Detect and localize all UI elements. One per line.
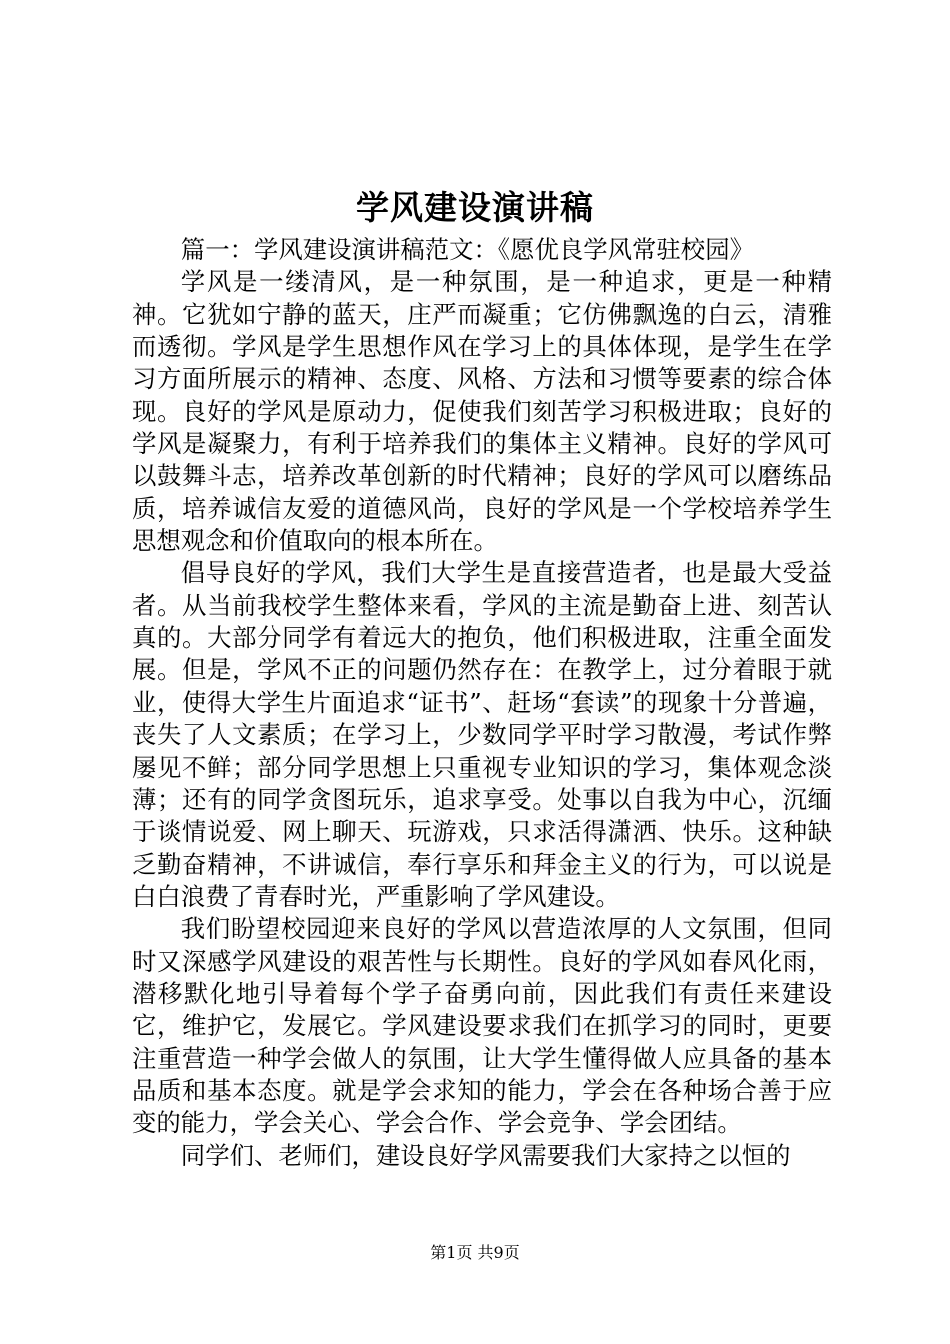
paragraph: 学风是一缕清风，是一种氛围，是一种追求，更是一种精神。它犹如宁静的蓝天，庄严而凝重；它仿佛飘逸的白云，清雅而透彻。学风是学生思想作风在学习上的具体体现，是学生在学习方面所展示的精神、态度、风格、方法和习惯等要素的综合体现。良好的学风是原动力，促使我们刻苦学习积极进取；良好的学风是凝聚力，有利于培养我们的集体主义精神。良好的学风可以鼓舞斗志，培养改革创新的时代精神；良好的学风可以磨练品质，培养诚信友爱的道德风尚，良好的学风是一个学校培养学生思想观念和价值取向的根本所在。 xyxy=(132,267,832,556)
paragraph: 我们盼望校园迎来良好的学风以营造浓厚的人文氛围，但同时又深感学风建设的艰苦性与长期性。良好的学风如春风化雨，潜移默化地引导着每个学子奋勇向前，因此我们有责任来建设它，维护它，发展它。学风建设要求我们在抓学习的同时，更要注重营造一种学会做人的氛围，让大学生懂得做人应具备的基本品质和基本态度。就是学会求知的能力，学会在各种场合善于应变的能力，学会关心、学会合作、学会竞争、学会团结。 xyxy=(132,914,832,1138)
paragraph: 同学们、老师们，建设良好学风需要我们大家持之以恒的 xyxy=(180,1140,791,1170)
paragraph: 倡导良好的学风，我们大学生是直接营造者，也是最大受益者。从当前我校学生整体来看，学风的主流是勤奋上进、刻苦认真的。大部分同学有着远大的抱负，他们积极进取，注重全面发展。但是，学风不正的问题仍然存在：在教学上，过分着眼于就业，使得大学生片面追求“证书”、赶场“套读”的现象十分普遍，丧失了人文素质；在学习上，少数同学平时学习散漫，考试作弊屡见不鲜；部分同学思想上只重视专业知识的学习，集体观念淡薄；还有的同学贪图玩乐，追求享受。处事以自我为中心，沉缅于谈情说爱、网上聊天、玩游戏，只求活得潇洒、快乐。这种缺乏勤奋精神，不讲诚信，奉行享乐和拜金主义的行为，可以说是白白浪费了青春时光，严重影响了学风建设。 xyxy=(132,558,832,911)
paragraph-subtitle: 篇一：学风建设演讲稿范文：《愿优良学风常驻校园》 xyxy=(180,235,754,264)
document-body xyxy=(132,234,832,1172)
document-title: 学风建设演讲稿 xyxy=(356,188,594,227)
page-number-footer: 第1页 共9页 xyxy=(430,1243,520,1262)
